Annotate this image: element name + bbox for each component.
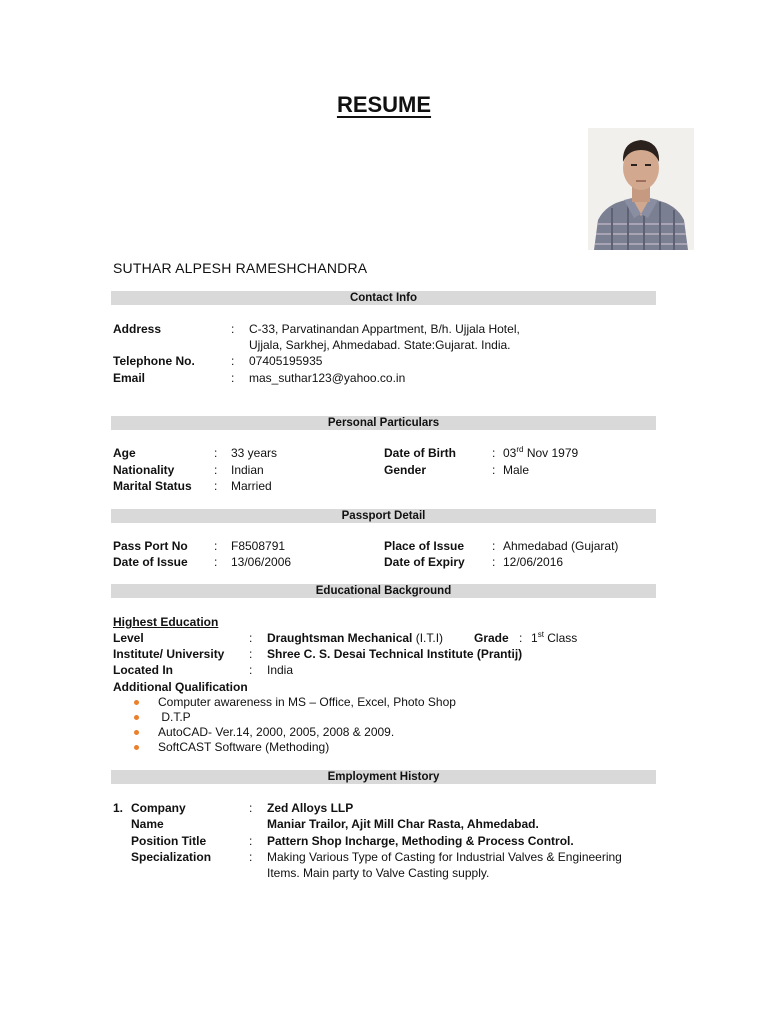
located-in-value: India (267, 663, 294, 677)
place-of-issue-value: Ahmedabad (Gujarat) (503, 539, 619, 553)
colon: : (249, 850, 253, 864)
colon: : (214, 555, 218, 569)
position-title-label: Position Title (131, 834, 207, 848)
passport-no-value: F8508791 (231, 539, 286, 553)
company-address-value: Maniar Trailor, Ajit Mill Char Rasta, Ahmedabad. (267, 817, 539, 831)
dob-value: 03rd Nov 1979 (503, 445, 579, 460)
colon: : (249, 834, 253, 848)
company-value: Zed Alloys LLP (267, 801, 354, 815)
bullet-icon (134, 700, 139, 705)
list-item: SoftCAST Software (Methoding) (130, 740, 456, 755)
colon: : (214, 479, 218, 493)
highest-education-label: Highest Education (113, 615, 219, 629)
institute-value: Shree C. S. Desai Technical Institute (Prantij) (267, 647, 523, 661)
list-item: D.T.P (130, 710, 456, 725)
located-in-label: Located In (113, 663, 174, 677)
colon: : (249, 801, 253, 815)
colon: : (492, 446, 496, 460)
nationality-value: Indian (231, 463, 264, 477)
gender-value: Male (503, 463, 530, 477)
bullet-icon (134, 730, 139, 735)
section-passport-detail: Passport Detail (111, 509, 656, 523)
qualification-list (130, 695, 456, 755)
bullet-icon (134, 745, 139, 750)
issue-date-value: 13/06/2006 (231, 555, 292, 569)
colon: : (492, 539, 496, 553)
address-label: Address (113, 322, 162, 336)
specialization-label: Specialization (131, 850, 212, 864)
grade-label: Grade (474, 631, 509, 645)
email-label: Email (113, 371, 146, 385)
colon: : (214, 463, 218, 477)
colon: : (231, 354, 235, 368)
bullet-icon (134, 715, 139, 720)
age-value: 33 years (231, 446, 278, 460)
colon: : (492, 555, 496, 569)
expiry-date-value: 12/06/2016 (503, 555, 564, 569)
dob-label: Date of Birth (384, 446, 456, 460)
company-label: Company (131, 801, 186, 815)
specialization-line-2: Items. Main party to Valve Casting supply. (267, 866, 490, 880)
email-value: mas_suthar123@yahoo.co.in (249, 371, 406, 385)
nationality-label: Nationality (113, 463, 175, 477)
grade-value: 1st Class (531, 630, 578, 645)
profile-photo (588, 128, 694, 250)
age-label: Age (113, 446, 136, 460)
resume-title: RESUME (336, 92, 432, 117)
additional-qualification-label: Additional Qualification (113, 680, 248, 694)
section-personal-particulars: Personal Particulars (111, 416, 656, 430)
gender-label: Gender (384, 463, 427, 477)
institute-label: Institute/ University (113, 647, 225, 661)
employment-number: 1. (113, 801, 124, 815)
colon: : (249, 647, 253, 661)
telephone-value: 07405195935 (249, 354, 323, 368)
issue-date-label: Date of Issue (113, 555, 188, 569)
colon: : (519, 631, 523, 645)
colon: : (231, 371, 235, 385)
marital-status-value: Married (231, 479, 272, 493)
colon: : (492, 463, 496, 477)
colon: : (249, 663, 253, 677)
colon: : (249, 631, 253, 645)
section-contact-info: Contact Info (111, 291, 656, 305)
company-name-label: Name (131, 817, 164, 831)
marital-status-label: Marital Status (113, 479, 192, 493)
colon: : (214, 539, 218, 553)
place-of-issue-label: Place of Issue (384, 539, 465, 553)
list-item: Computer awareness in MS – Office, Excel, Photo Shop (130, 695, 456, 710)
candidate-name: SUTHAR ALPESH RAMESHCHANDRA (113, 260, 368, 276)
colon: : (231, 322, 235, 336)
list-item: AutoCAD- Ver.14, 2000, 2005, 2008 & 2009. (130, 725, 456, 740)
position-title-value: Pattern Shop Incharge, Methoding & Process Control. (267, 834, 574, 848)
section-employment-history: Employment History (111, 770, 656, 784)
colon: : (214, 446, 218, 460)
level-value: Draughtsman Mechanical (I.T.I) (267, 631, 444, 645)
address-line-1: C-33, Parvatinandan Appartment, B/h. Ujjala Hotel, (249, 322, 520, 336)
address-line-2: Ujjala, Sarkhej, Ahmedabad. State:Gujarat. India. (249, 338, 511, 352)
passport-no-label: Pass Port No (113, 539, 188, 553)
level-label: Level (113, 631, 144, 645)
expiry-date-label: Date of Expiry (384, 555, 465, 569)
specialization-line-1: Making Various Type of Casting for Industrial Valves & Engineering (267, 850, 622, 864)
telephone-label: Telephone No. (113, 354, 195, 368)
section-educational-background: Educational Background (111, 584, 656, 598)
